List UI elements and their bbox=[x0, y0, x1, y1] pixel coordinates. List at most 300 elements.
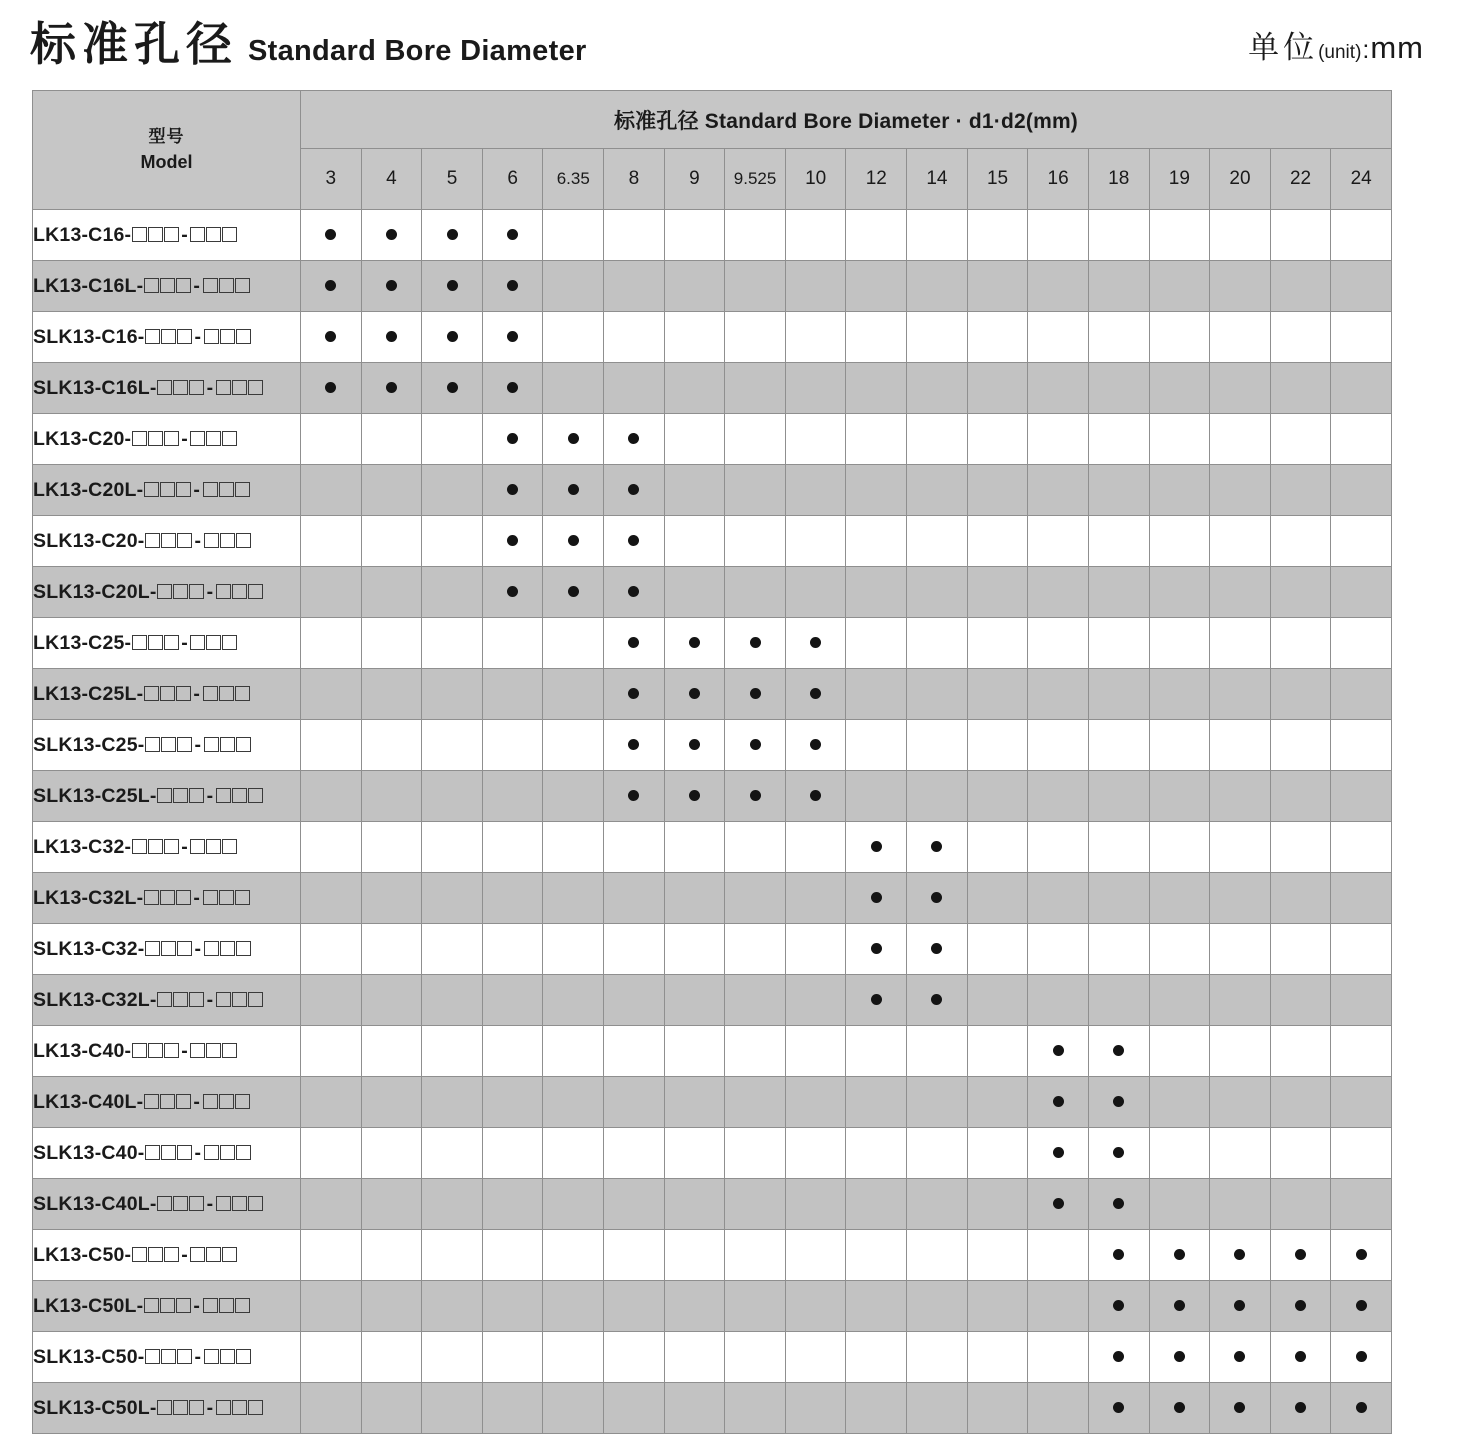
model-code-placeholder-box bbox=[148, 227, 163, 242]
availability-dot bbox=[1295, 1249, 1306, 1260]
model-name-cell bbox=[33, 924, 301, 975]
availability-cell-15 bbox=[967, 1077, 1028, 1128]
availability-dot bbox=[1174, 1249, 1185, 1260]
availability-cell-5 bbox=[422, 363, 483, 414]
model-code-dash: - bbox=[206, 1192, 214, 1215]
availability-cell-9 bbox=[664, 414, 725, 465]
availability-cell-3 bbox=[301, 210, 362, 261]
availability-dot bbox=[1053, 1198, 1064, 1209]
availability-cell-5 bbox=[422, 720, 483, 771]
availability-cell-15 bbox=[967, 414, 1028, 465]
model-code-placeholder-box bbox=[220, 1145, 235, 1160]
availability-cell-4 bbox=[361, 1383, 422, 1434]
availability-dot bbox=[931, 841, 942, 852]
availability-cell-16 bbox=[1028, 312, 1089, 363]
availability-cell-19 bbox=[1149, 465, 1210, 516]
model-name-cell bbox=[33, 1077, 301, 1128]
model-code-placeholder-box bbox=[161, 941, 176, 956]
model-code-placeholder-box bbox=[176, 686, 191, 701]
availability-cell-19 bbox=[1149, 363, 1210, 414]
availability-cell-19 bbox=[1149, 1332, 1210, 1383]
availability-cell-10 bbox=[785, 1077, 846, 1128]
model-name-text: SLK13-C32L- bbox=[33, 988, 157, 1011]
availability-cell-24 bbox=[1331, 669, 1392, 720]
model-code-dash: - bbox=[181, 835, 188, 858]
model-code-dash: - bbox=[181, 631, 188, 654]
availability-cell-15 bbox=[967, 1179, 1028, 1230]
availability-cell-12 bbox=[846, 210, 907, 261]
table-row bbox=[33, 822, 1392, 873]
unit-note bbox=[1248, 22, 1424, 67]
availability-cell-9 bbox=[664, 261, 725, 312]
availability-cell-6 bbox=[482, 567, 543, 618]
availability-cell-6 bbox=[482, 1383, 543, 1434]
model-code-dash: - bbox=[181, 1243, 188, 1266]
availability-cell-5 bbox=[422, 924, 483, 975]
availability-cell-14 bbox=[907, 210, 968, 261]
table-row bbox=[33, 1026, 1392, 1077]
availability-cell-8 bbox=[604, 924, 665, 975]
availability-cell-9-525 bbox=[725, 1332, 786, 1383]
availability-cell-3 bbox=[301, 669, 362, 720]
model-code-placeholder-box bbox=[235, 1094, 250, 1109]
availability-cell-9 bbox=[664, 720, 725, 771]
availability-cell-3 bbox=[301, 1128, 362, 1179]
availability-cell-3 bbox=[301, 312, 362, 363]
availability-cell-8 bbox=[604, 669, 665, 720]
model-code-placeholder-box bbox=[145, 329, 160, 344]
availability-cell-4 bbox=[361, 363, 422, 414]
availability-cell-6 bbox=[482, 516, 543, 567]
availability-dot bbox=[507, 433, 518, 444]
model-name-text: LK13-C32L- bbox=[33, 886, 144, 909]
availability-cell-18 bbox=[1088, 873, 1149, 924]
availability-cell-24 bbox=[1331, 1230, 1392, 1281]
availability-cell-6-35 bbox=[543, 312, 604, 363]
availability-cell-18 bbox=[1088, 1332, 1149, 1383]
availability-cell-6 bbox=[482, 1179, 543, 1230]
availability-cell-18 bbox=[1088, 567, 1149, 618]
model-code-placeholder-box bbox=[220, 1349, 235, 1364]
table-row bbox=[33, 1077, 1392, 1128]
model-code-placeholder-box bbox=[248, 788, 263, 803]
page-title-english: Standard Bore Diameter bbox=[248, 35, 587, 67]
availability-cell-8 bbox=[604, 720, 665, 771]
availability-cell-9-525 bbox=[725, 618, 786, 669]
availability-dot bbox=[1174, 1300, 1185, 1311]
availability-cell-22 bbox=[1270, 1077, 1331, 1128]
availability-cell-22 bbox=[1270, 822, 1331, 873]
availability-cell-19 bbox=[1149, 1281, 1210, 1332]
availability-cell-15 bbox=[967, 771, 1028, 822]
model-code-dash: - bbox=[206, 376, 214, 399]
availability-cell-6 bbox=[482, 1281, 543, 1332]
availability-cell-3 bbox=[301, 414, 362, 465]
model-code-placeholder-box bbox=[173, 1196, 188, 1211]
availability-cell-5 bbox=[422, 1128, 483, 1179]
model-code-placeholder-box bbox=[176, 482, 191, 497]
availability-cell-6-35 bbox=[543, 1230, 604, 1281]
availability-cell-10 bbox=[785, 975, 846, 1026]
availability-dot bbox=[1113, 1249, 1124, 1260]
availability-cell-5 bbox=[422, 873, 483, 924]
availability-cell-14 bbox=[907, 1128, 968, 1179]
model-code-placeholder-box bbox=[161, 1145, 176, 1160]
model-code-placeholder-box bbox=[144, 1298, 159, 1313]
availability-cell-4 bbox=[361, 720, 422, 771]
availability-cell-22 bbox=[1270, 363, 1331, 414]
availability-cell-8 bbox=[604, 465, 665, 516]
availability-cell-9 bbox=[664, 1128, 725, 1179]
model-code-dash: - bbox=[194, 1141, 202, 1164]
availability-cell-24 bbox=[1331, 312, 1392, 363]
availability-cell-6 bbox=[482, 669, 543, 720]
header-model bbox=[33, 91, 301, 210]
model-code-placeholder-box bbox=[232, 1400, 247, 1415]
availability-cell-14 bbox=[907, 1230, 968, 1281]
availability-cell-10 bbox=[785, 822, 846, 873]
availability-cell-10 bbox=[785, 873, 846, 924]
availability-cell-18 bbox=[1088, 771, 1149, 822]
availability-dot bbox=[325, 382, 336, 393]
availability-cell-3 bbox=[301, 261, 362, 312]
model-code-placeholder-box bbox=[203, 482, 218, 497]
model-code-placeholder-box bbox=[236, 941, 251, 956]
availability-cell-18 bbox=[1088, 822, 1149, 873]
model-code-placeholder-box bbox=[161, 533, 176, 548]
availability-cell-14 bbox=[907, 363, 968, 414]
model-code-placeholder-box bbox=[132, 1043, 147, 1058]
availability-cell-9-525 bbox=[725, 312, 786, 363]
availability-cell-12 bbox=[846, 669, 907, 720]
availability-cell-3 bbox=[301, 1383, 362, 1434]
model-name-cell bbox=[33, 465, 301, 516]
availability-dot bbox=[1295, 1300, 1306, 1311]
model-code-placeholder-box bbox=[190, 839, 205, 854]
availability-cell-14 bbox=[907, 873, 968, 924]
availability-cell-14 bbox=[907, 1026, 968, 1077]
availability-cell-5 bbox=[422, 1281, 483, 1332]
availability-dot bbox=[1053, 1045, 1064, 1056]
availability-cell-14 bbox=[907, 618, 968, 669]
model-code-placeholder-box bbox=[160, 482, 175, 497]
availability-dot bbox=[628, 688, 639, 699]
availability-cell-10 bbox=[785, 771, 846, 822]
model-code-placeholder-box bbox=[204, 941, 219, 956]
availability-cell-9-525 bbox=[725, 975, 786, 1026]
availability-cell-6-35 bbox=[543, 414, 604, 465]
availability-cell-12 bbox=[846, 618, 907, 669]
model-code-placeholder-box bbox=[132, 431, 147, 446]
header-model-english: Model bbox=[140, 152, 193, 173]
availability-cell-6 bbox=[482, 771, 543, 822]
availability-cell-8 bbox=[604, 1230, 665, 1281]
table-row bbox=[33, 873, 1392, 924]
availability-cell-15 bbox=[967, 363, 1028, 414]
model-code-placeholder-box bbox=[132, 839, 147, 854]
availability-cell-12 bbox=[846, 1383, 907, 1434]
model-code-placeholder-box bbox=[145, 941, 160, 956]
availability-dot bbox=[628, 484, 639, 495]
availability-dot bbox=[931, 892, 942, 903]
availability-cell-24 bbox=[1331, 822, 1392, 873]
availability-cell-4 bbox=[361, 618, 422, 669]
model-code-placeholder-box bbox=[219, 482, 234, 497]
header-bore-3: 3 bbox=[301, 149, 362, 210]
availability-cell-16 bbox=[1028, 414, 1089, 465]
availability-cell-19 bbox=[1149, 414, 1210, 465]
header-bore-9-525: 9.525 bbox=[725, 149, 786, 210]
availability-cell-16 bbox=[1028, 771, 1089, 822]
model-code-placeholder-box bbox=[132, 227, 147, 242]
availability-cell-12 bbox=[846, 1230, 907, 1281]
model-code-placeholder-box bbox=[216, 788, 231, 803]
model-code-placeholder-box bbox=[176, 890, 191, 905]
model-code-dash: - bbox=[194, 325, 202, 348]
model-code-placeholder-box bbox=[144, 482, 159, 497]
availability-cell-6 bbox=[482, 1026, 543, 1077]
table-row bbox=[33, 261, 1392, 312]
model-code-placeholder-box bbox=[144, 1094, 159, 1109]
model-name-cell bbox=[33, 1128, 301, 1179]
availability-cell-9 bbox=[664, 975, 725, 1026]
availability-cell-20 bbox=[1210, 1128, 1271, 1179]
availability-cell-15 bbox=[967, 669, 1028, 720]
model-code-placeholder-box bbox=[189, 788, 204, 803]
availability-cell-3 bbox=[301, 1281, 362, 1332]
availability-cell-4 bbox=[361, 924, 422, 975]
availability-cell-14 bbox=[907, 924, 968, 975]
model-code-placeholder-box bbox=[145, 1145, 160, 1160]
model-code-placeholder-box bbox=[216, 380, 231, 395]
availability-dot bbox=[1234, 1300, 1245, 1311]
model-code-placeholder-box bbox=[173, 1400, 188, 1415]
availability-cell-15 bbox=[967, 1281, 1028, 1332]
availability-cell-16 bbox=[1028, 1383, 1089, 1434]
availability-cell-5 bbox=[422, 414, 483, 465]
availability-dot bbox=[507, 382, 518, 393]
model-code-placeholder-box bbox=[219, 1298, 234, 1313]
availability-cell-22 bbox=[1270, 771, 1331, 822]
availability-cell-8 bbox=[604, 873, 665, 924]
availability-cell-10 bbox=[785, 618, 846, 669]
availability-cell-20 bbox=[1210, 414, 1271, 465]
availability-dot bbox=[689, 739, 700, 750]
model-code-placeholder-box bbox=[157, 788, 172, 803]
availability-cell-18 bbox=[1088, 720, 1149, 771]
availability-cell-4 bbox=[361, 975, 422, 1026]
model-code-dash: - bbox=[193, 274, 201, 297]
availability-cell-6 bbox=[482, 975, 543, 1026]
header-bore-18: 18 bbox=[1088, 149, 1149, 210]
availability-cell-18 bbox=[1088, 312, 1149, 363]
model-code-placeholder-box bbox=[157, 584, 172, 599]
model-code-placeholder-box bbox=[232, 788, 247, 803]
availability-cell-24 bbox=[1331, 1383, 1392, 1434]
availability-cell-8 bbox=[604, 771, 665, 822]
availability-cell-12 bbox=[846, 312, 907, 363]
header-bore-9: 9 bbox=[664, 149, 725, 210]
availability-cell-5 bbox=[422, 618, 483, 669]
availability-cell-10 bbox=[785, 363, 846, 414]
availability-cell-19 bbox=[1149, 1230, 1210, 1281]
availability-cell-10 bbox=[785, 1179, 846, 1230]
availability-dot bbox=[750, 637, 761, 648]
availability-cell-12 bbox=[846, 414, 907, 465]
model-code-placeholder-box bbox=[219, 1094, 234, 1109]
availability-cell-6-35 bbox=[543, 669, 604, 720]
availability-cell-6 bbox=[482, 873, 543, 924]
model-name-text: LK13-C16L- bbox=[33, 274, 144, 297]
availability-cell-18 bbox=[1088, 1026, 1149, 1077]
availability-cell-9-525 bbox=[725, 261, 786, 312]
availability-cell-9 bbox=[664, 771, 725, 822]
model-code-placeholder-box bbox=[190, 1247, 205, 1262]
availability-dot bbox=[1113, 1045, 1124, 1056]
availability-cell-9-525 bbox=[725, 516, 786, 567]
availability-cell-16 bbox=[1028, 669, 1089, 720]
availability-cell-6-35 bbox=[543, 261, 604, 312]
header-bore-diameter-span: 标准孔径 Standard Bore Diameter · d1·d2(mm) bbox=[301, 91, 1392, 149]
model-code-placeholder-box bbox=[236, 1349, 251, 1364]
table-row bbox=[33, 1383, 1392, 1434]
availability-dot bbox=[507, 586, 518, 597]
model-code-placeholder-box bbox=[235, 686, 250, 701]
availability-cell-6-35 bbox=[543, 822, 604, 873]
availability-cell-12 bbox=[846, 465, 907, 516]
availability-cell-22 bbox=[1270, 1026, 1331, 1077]
model-code-placeholder-box bbox=[204, 1349, 219, 1364]
availability-cell-12 bbox=[846, 1026, 907, 1077]
availability-cell-14 bbox=[907, 1383, 968, 1434]
availability-cell-19 bbox=[1149, 1026, 1210, 1077]
availability-cell-10 bbox=[785, 1281, 846, 1332]
availability-cell-10 bbox=[785, 210, 846, 261]
availability-cell-10 bbox=[785, 465, 846, 516]
model-code-placeholder-box bbox=[248, 1196, 263, 1211]
availability-cell-20 bbox=[1210, 1332, 1271, 1383]
availability-cell-19 bbox=[1149, 924, 1210, 975]
availability-cell-3 bbox=[301, 1026, 362, 1077]
availability-cell-3 bbox=[301, 822, 362, 873]
availability-cell-5 bbox=[422, 210, 483, 261]
availability-cell-6-35 bbox=[543, 363, 604, 414]
header-bore-6-35: 6.35 bbox=[543, 149, 604, 210]
availability-cell-14 bbox=[907, 567, 968, 618]
model-code-placeholder-box bbox=[189, 584, 204, 599]
availability-cell-9-525 bbox=[725, 873, 786, 924]
availability-cell-20 bbox=[1210, 363, 1271, 414]
availability-cell-3 bbox=[301, 924, 362, 975]
availability-cell-24 bbox=[1331, 720, 1392, 771]
model-name-cell bbox=[33, 567, 301, 618]
availability-cell-9 bbox=[664, 465, 725, 516]
model-code-dash: - bbox=[181, 427, 188, 450]
availability-cell-19 bbox=[1149, 720, 1210, 771]
availability-cell-18 bbox=[1088, 465, 1149, 516]
model-code-placeholder-box bbox=[203, 686, 218, 701]
availability-cell-15 bbox=[967, 975, 1028, 1026]
availability-cell-16 bbox=[1028, 1179, 1089, 1230]
availability-cell-12 bbox=[846, 924, 907, 975]
availability-dot bbox=[628, 637, 639, 648]
header-bore-16: 16 bbox=[1028, 149, 1089, 210]
model-name-cell bbox=[33, 1281, 301, 1332]
model-code-placeholder-box bbox=[219, 890, 234, 905]
availability-cell-24 bbox=[1331, 771, 1392, 822]
availability-cell-3 bbox=[301, 1332, 362, 1383]
model-code-placeholder-box bbox=[161, 737, 176, 752]
model-code-placeholder-box bbox=[157, 1196, 172, 1211]
availability-cell-6 bbox=[482, 924, 543, 975]
availability-cell-6 bbox=[482, 261, 543, 312]
availability-cell-18 bbox=[1088, 975, 1149, 1026]
availability-cell-14 bbox=[907, 669, 968, 720]
availability-cell-19 bbox=[1149, 618, 1210, 669]
availability-dot bbox=[628, 739, 639, 750]
availability-cell-9 bbox=[664, 363, 725, 414]
availability-cell-19 bbox=[1149, 516, 1210, 567]
model-name-text: LK13-C50- bbox=[33, 1243, 132, 1266]
availability-cell-19 bbox=[1149, 210, 1210, 261]
model-name-text: SLK13-C25L- bbox=[33, 784, 157, 807]
availability-dot bbox=[1174, 1351, 1185, 1362]
availability-cell-20 bbox=[1210, 975, 1271, 1026]
model-code-placeholder-box bbox=[236, 1145, 251, 1160]
model-code-placeholder-box bbox=[232, 584, 247, 599]
availability-cell-22 bbox=[1270, 618, 1331, 669]
availability-cell-9-525 bbox=[725, 1077, 786, 1128]
availability-cell-9-525 bbox=[725, 363, 786, 414]
availability-cell-22 bbox=[1270, 567, 1331, 618]
availability-cell-19 bbox=[1149, 669, 1210, 720]
availability-cell-24 bbox=[1331, 975, 1392, 1026]
availability-cell-4 bbox=[361, 210, 422, 261]
header-bore-12: 12 bbox=[846, 149, 907, 210]
model-code-dash: - bbox=[206, 580, 214, 603]
availability-cell-8 bbox=[604, 1128, 665, 1179]
availability-cell-10 bbox=[785, 1332, 846, 1383]
model-name-text: SLK13-C16- bbox=[33, 325, 145, 348]
availability-dot bbox=[1113, 1300, 1124, 1311]
availability-cell-24 bbox=[1331, 1281, 1392, 1332]
table-row bbox=[33, 924, 1392, 975]
availability-cell-5 bbox=[422, 771, 483, 822]
model-code-placeholder-box bbox=[219, 278, 234, 293]
model-name-text: SLK13-C50L- bbox=[33, 1396, 157, 1419]
availability-cell-20 bbox=[1210, 261, 1271, 312]
availability-dot bbox=[689, 790, 700, 801]
model-code-placeholder-box bbox=[164, 839, 179, 854]
model-code-placeholder-box bbox=[148, 1247, 163, 1262]
availability-cell-19 bbox=[1149, 312, 1210, 363]
model-code-placeholder-box bbox=[157, 380, 172, 395]
availability-cell-12 bbox=[846, 1179, 907, 1230]
availability-cell-22 bbox=[1270, 312, 1331, 363]
availability-cell-6 bbox=[482, 1332, 543, 1383]
model-code-placeholder-box bbox=[222, 1043, 237, 1058]
availability-cell-9-525 bbox=[725, 210, 786, 261]
availability-cell-6 bbox=[482, 720, 543, 771]
table-row bbox=[33, 975, 1392, 1026]
availability-cell-9 bbox=[664, 1026, 725, 1077]
availability-cell-15 bbox=[967, 567, 1028, 618]
availability-dot bbox=[628, 433, 639, 444]
model-code-placeholder-box bbox=[160, 278, 175, 293]
header-bore-6: 6 bbox=[482, 149, 543, 210]
model-code-placeholder-box bbox=[206, 431, 221, 446]
model-code-placeholder-box bbox=[204, 737, 219, 752]
